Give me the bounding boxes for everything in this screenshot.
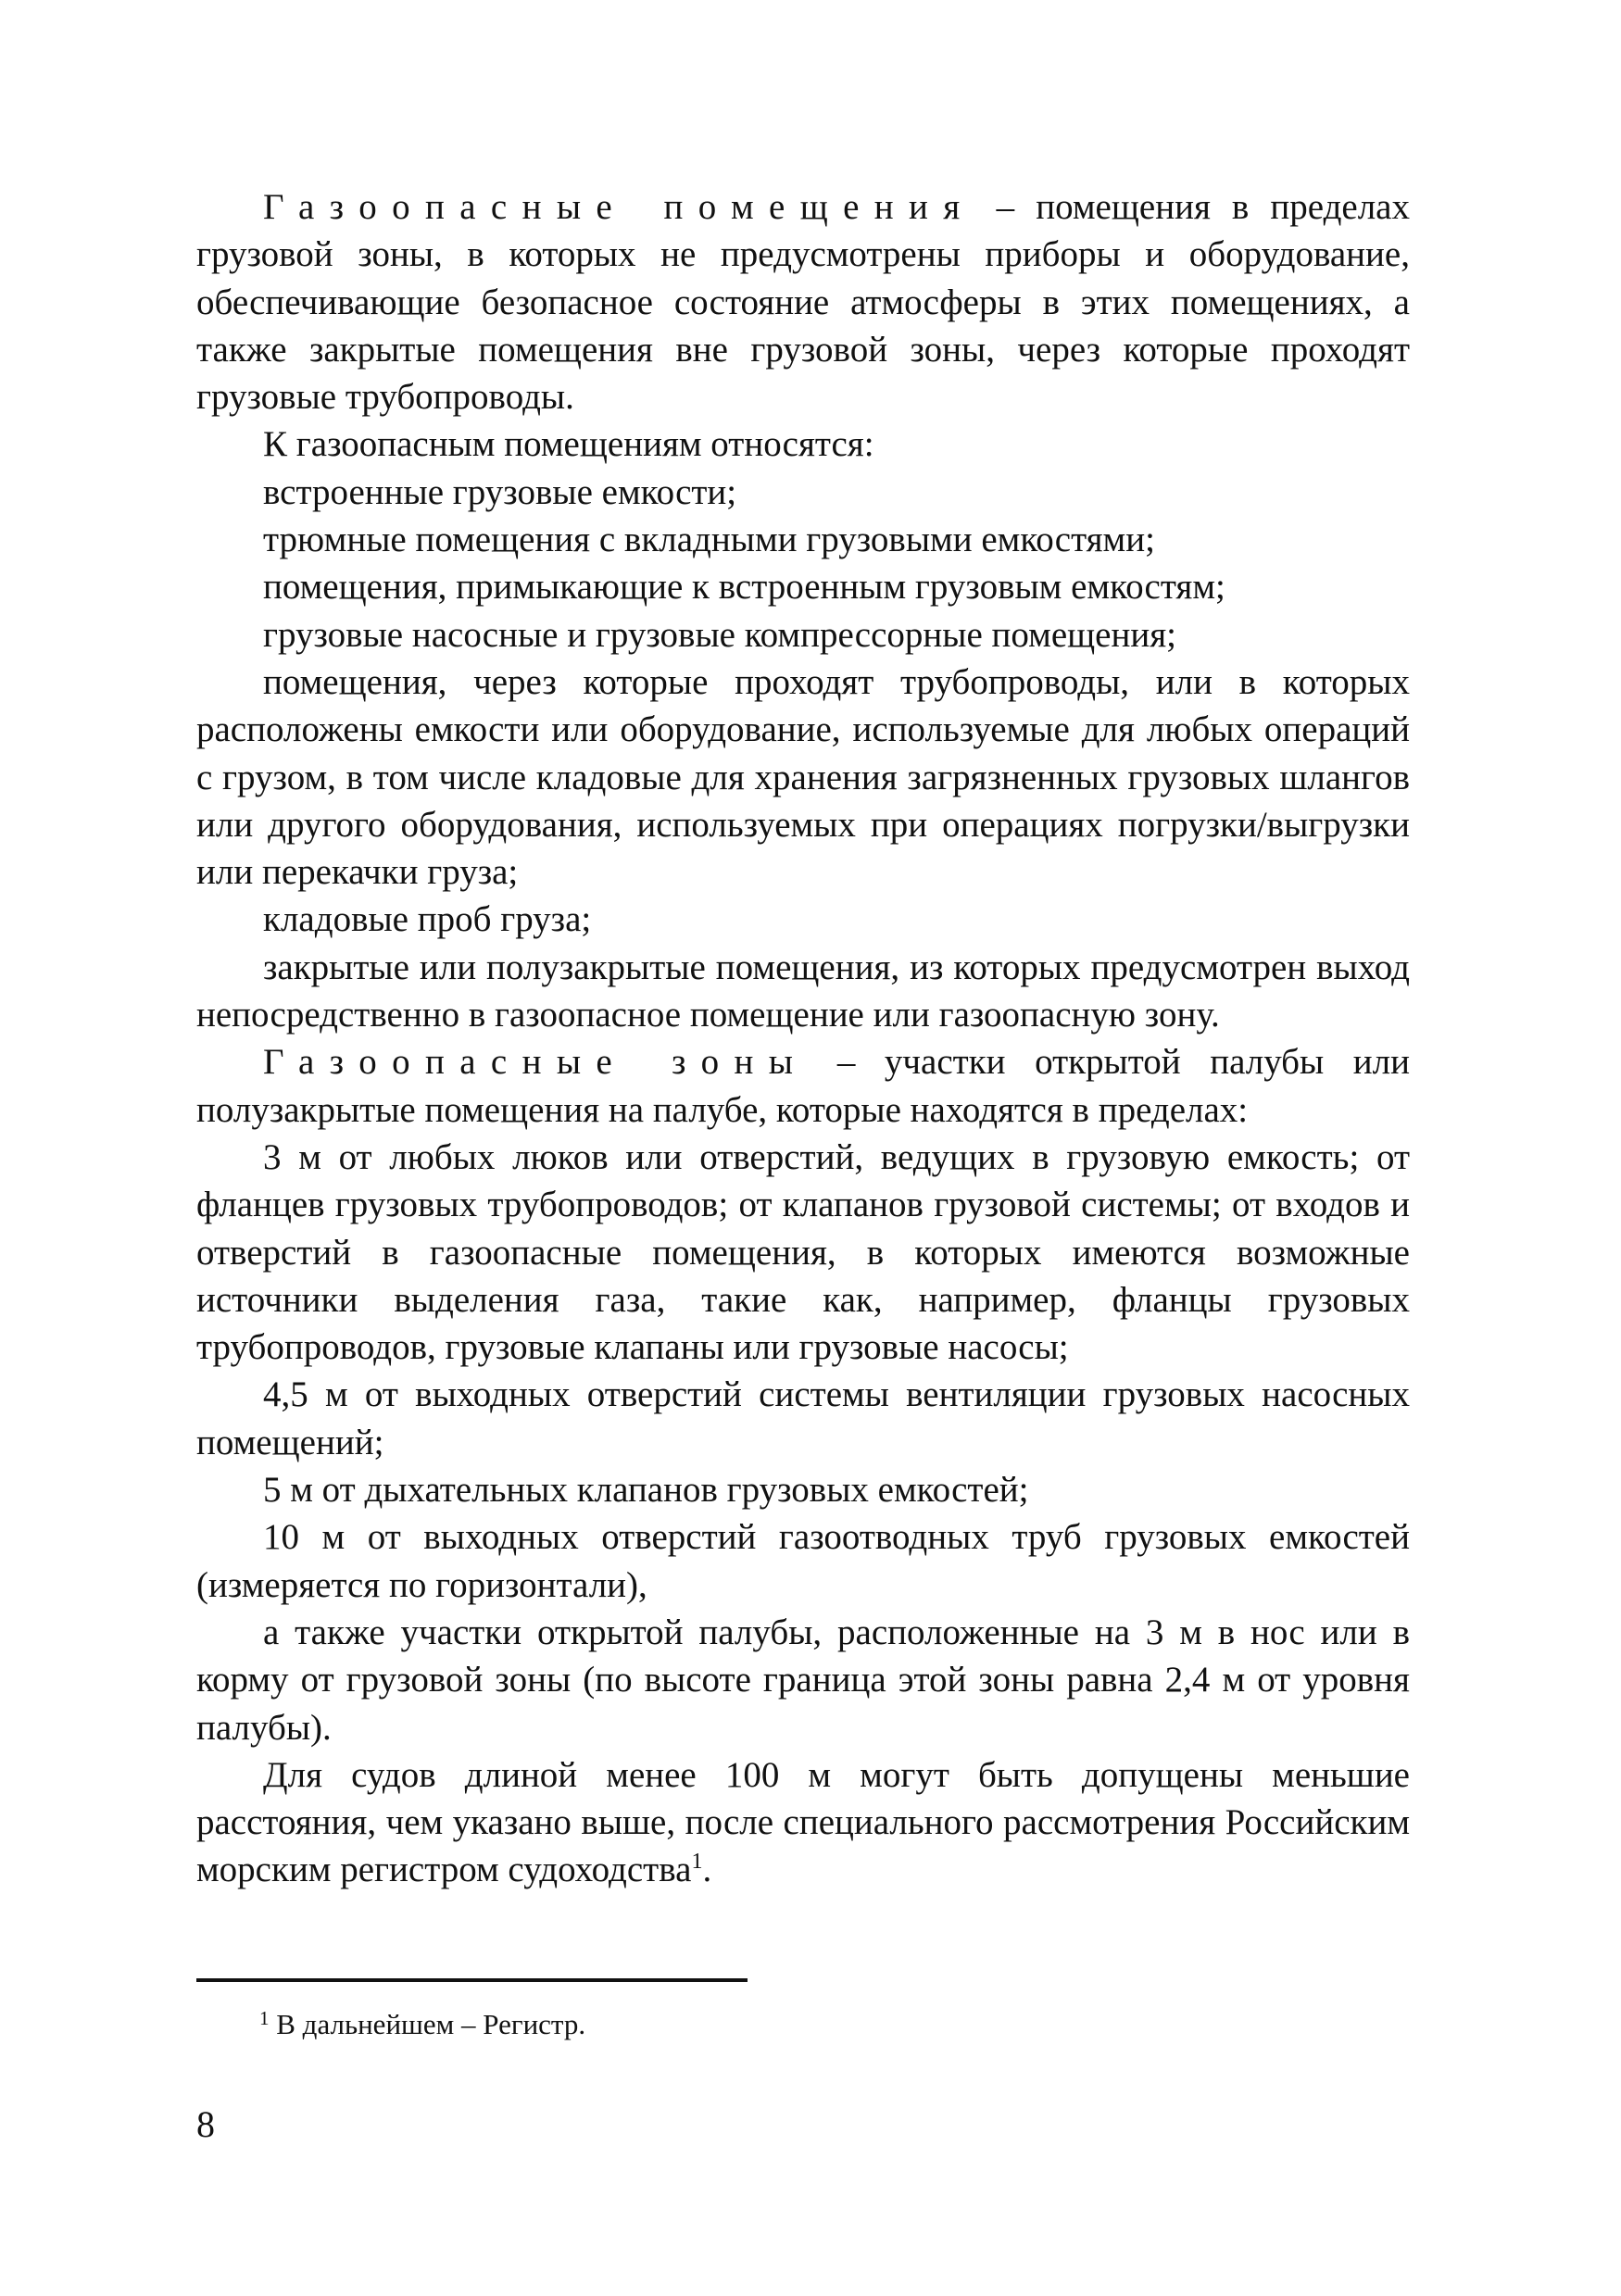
list-item: встроенные грузовые емкости; bbox=[263, 471, 737, 512]
footnote-divider bbox=[196, 1978, 748, 1982]
list-item: закрытые или полузакрытые помещения, из которых предусмотрен выход непосредственно в газоопасное помещение или газоопасную зону. bbox=[196, 947, 1410, 1035]
list-item: 4,5 м от выходных отверстий системы вентиляции грузовых насосных помещений; bbox=[196, 1374, 1410, 1462]
footnote-reference: 1 bbox=[691, 1850, 703, 1875]
paragraph-small-vessels bbox=[196, 1751, 1410, 1894]
page-number: 8 bbox=[196, 2103, 215, 2145]
list-item: 3 м от любых люков или отверстий, ведущих в грузовую емкость; от фланцев грузовых трубопроводов; от клапанов грузовой системы; от входов и отверстий в газоопасные помещения, в которых имеются возможные источники выделения газа, такие как, например, фланцы грузовых трубопроводов, грузовые клапаны или грузовые насосы; bbox=[196, 1136, 1410, 1368]
list-item: а также участки открытой палубы, расположенные на 3 м в нос или в корму от грузовой зоны (по высоте граница этой зоны равна 2,4 м от уровня палубы). bbox=[196, 1612, 1410, 1748]
paragraph-text: Для судов длиной менее 100 м могут быть допущены меньшие расстояния, чем указано выше, после специального рассмотрения Российским морским регистром судоходства bbox=[196, 1754, 1410, 1890]
main-text bbox=[196, 183, 1410, 1894]
term-gas-hazardous-zones: Газоопасные зоны bbox=[263, 1042, 809, 1083]
term-gas-hazardous-spaces: Газоопасные помещения bbox=[263, 187, 975, 227]
list-item: грузовые насосные и грузовые компрессорные помещения; bbox=[263, 614, 1176, 655]
footnote-text: В дальнейшем – Регистр. bbox=[269, 2008, 586, 2040]
list-item: 5 м от дыхательных клапанов грузовых емкостей; bbox=[263, 1470, 1029, 1511]
list-item: помещения, примыкающие к встроенным грузовым емкостям; bbox=[263, 567, 1225, 608]
list-item: 10 м от выходных отверстий газоотводных труб грузовых емкостей (измеряется по горизонтали), bbox=[196, 1517, 1410, 1605]
footnote bbox=[259, 2006, 585, 2043]
footnote-mark: 1 bbox=[259, 2007, 270, 2029]
paragraph-gas-hazardous-zones bbox=[196, 1038, 1410, 1134]
paragraph-text: – помещения в пределах грузовой зоны, в которых не предусмотрены приборы и оборудование, обеспечивающие безопасное состояние атмосферы в этих помещениях, а также закрытые помещения вне грузовой зоны, через которые проходят грузовые трубопроводы. bbox=[196, 187, 1410, 418]
list-item: трюмные помещения с вкладными грузовыми емкостями; bbox=[263, 520, 1155, 560]
paragraph-text: – участки открытой палубы или полузакрытые помещения на палубе, которые находятся в пределах: bbox=[196, 1042, 1410, 1130]
list-item: кладовые проб груза; bbox=[263, 899, 592, 940]
list-item: помещения, через которые проходят трубопроводы, или в которых расположены емкости или оборудование, используемые для любых операций с грузом, в том числе кладовые для хранения загрязненных грузовых шлангов или другого оборудования, используемых при операциях погрузки/выгрузки или перекачки груза; bbox=[196, 661, 1410, 893]
paragraph-gas-hazardous-spaces bbox=[196, 183, 1410, 420]
paragraph-tail: . bbox=[702, 1850, 712, 1890]
paragraph: К газоопасным помещениям относятся: bbox=[263, 424, 874, 465]
